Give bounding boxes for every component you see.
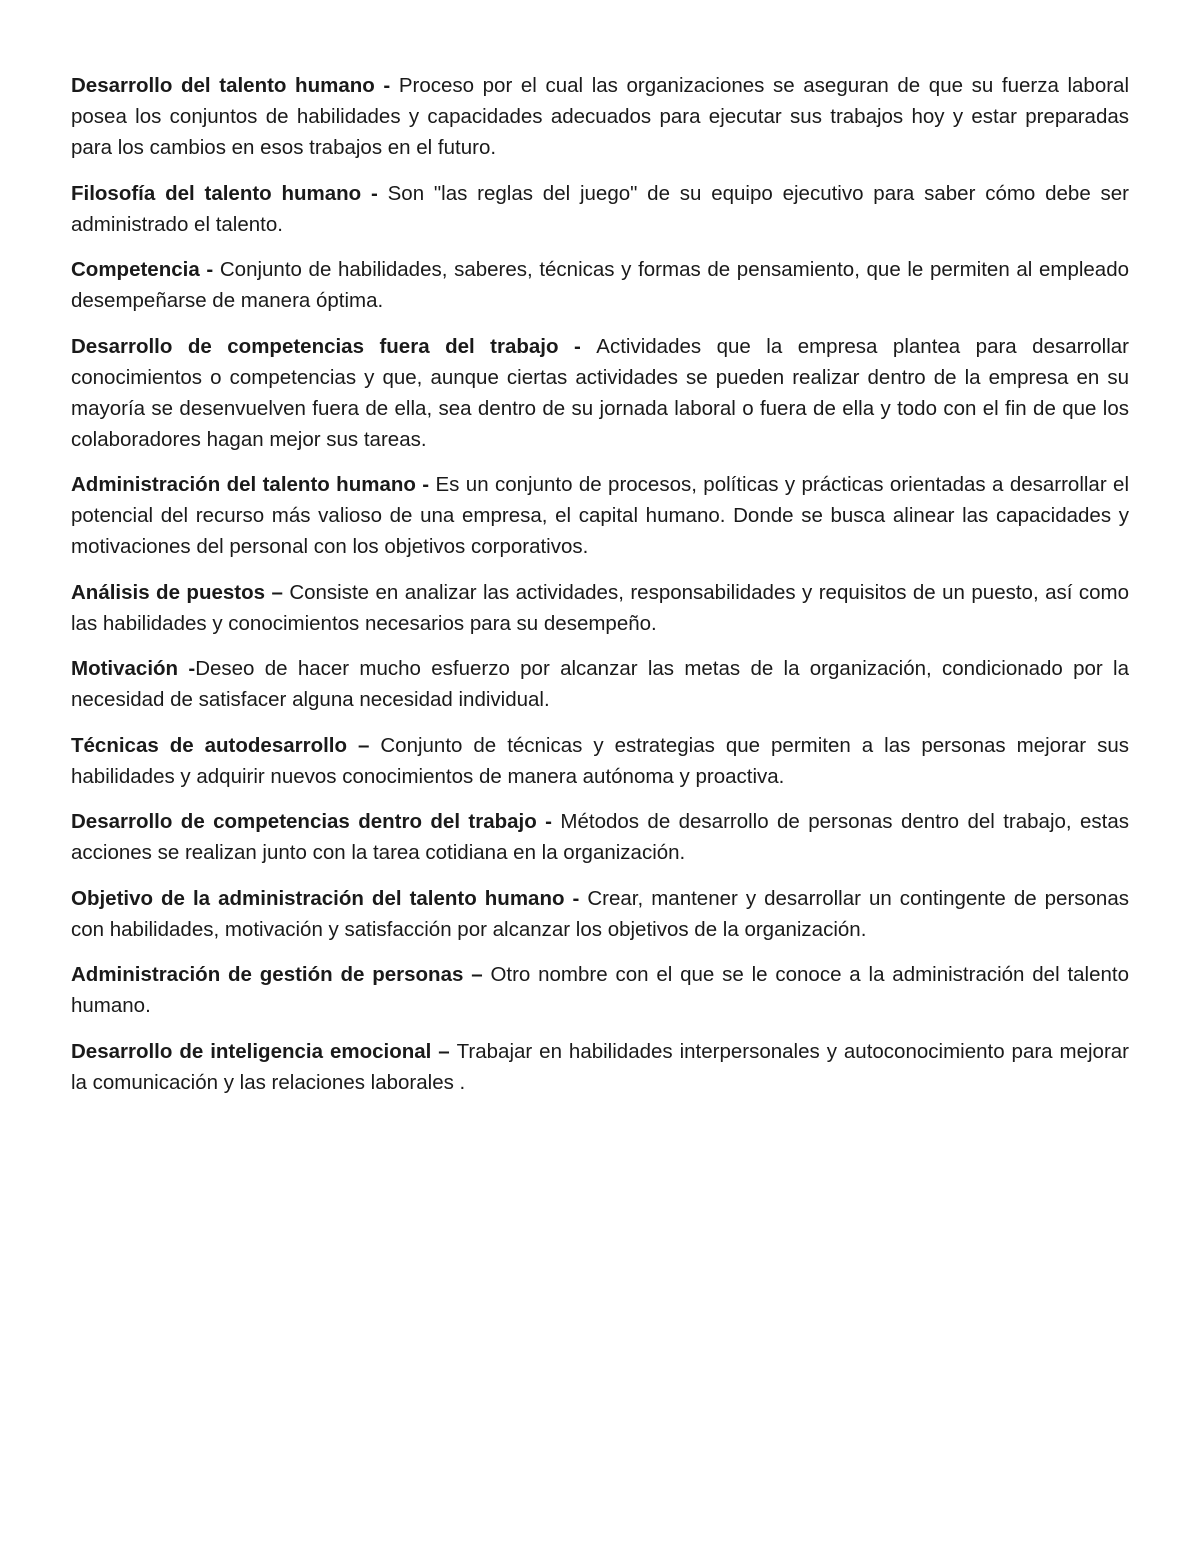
glossary-entry — [71, 883, 1129, 945]
glossary-entry — [71, 806, 1129, 868]
entry-separator: - — [374, 74, 399, 97]
entry-separator: – — [431, 1039, 457, 1063]
entry-separator: - — [415, 473, 436, 496]
glossary-entry — [71, 730, 1129, 792]
entry-term: Competencia — [71, 258, 200, 281]
entry-separator: - — [564, 886, 588, 910]
glossary-entry — [71, 1036, 1129, 1098]
entry-definition: Crear, mantener y desarrollar un contingente de personas con habilidades, motivación y satisfacción por alcanzar los objetivos de la organización. — [71, 886, 1129, 941]
glossary — [71, 70, 1129, 1112]
glossary-entry — [71, 577, 1129, 639]
entry-separator: - — [558, 334, 597, 358]
entry-term: Desarrollo de competencias fuera del trabajo — [71, 334, 559, 358]
entry-term: Técnicas de autodesarrollo — [71, 733, 348, 757]
glossary-entry — [71, 254, 1129, 316]
entry-separator: – — [463, 963, 491, 986]
entry-term: Análisis de puestos — [71, 580, 266, 604]
glossary-entry — [71, 178, 1129, 240]
entry-separator: - — [178, 657, 196, 680]
entry-definition: Proceso por el cual las organizaciones se aseguran de que su fuerza laboral posea los conjuntos de habilidades y capacidades adecuados para ejecutar sus trabajos hoy y estar preparadas para los cambios en esos trabajos en el futuro. — [71, 74, 1129, 159]
glossary-entry — [71, 653, 1129, 715]
glossary-entry — [71, 331, 1129, 455]
entry-definition: Actividades que la empresa plantea para desarrollar conocimientos o competencias y que, aunque ciertas actividades se pueden realizar dentro de la empresa en su mayoría se desenvuelven fuera de ella, sea dentro de su jornada laboral o fuera de ella y todo con el fin de que los colaboradores hagan mejor sus tareas. — [71, 334, 1130, 451]
entry-definition: Es un conjunto de procesos, políticas y prácticas orientadas a desarrollar el potencial del recurso más valioso de una empresa, el capital humano. Donde se busca alinear las capacidades y motivaciones del personal con los objetivos corporativos. — [71, 473, 1129, 558]
entry-definition: Conjunto de habilidades, saberes, técnicas y formas de pensamiento, que le permiten al empleado desempeñarse de manera óptima. — [71, 258, 1130, 312]
entry-term: Administración de gestión de personas — [71, 963, 464, 986]
entry-term: Filosofía del talento humano — [71, 181, 362, 205]
entry-definition: Conjunto de técnicas y estrategias que permiten a las personas mejorar sus habilidades y adquirir nuevos conocimientos de manera autónoma y proactiva. — [71, 733, 1129, 788]
entry-definition: Son "las reglas del juego" de su equipo ejecutivo para saber cómo debe ser administrado el talento. — [71, 181, 1129, 236]
entry-term: Desarrollo de competencias dentro del trabajo — [71, 810, 537, 833]
entry-term: Objetivo de la administración del talento humano — [71, 886, 565, 910]
entry-term: Desarrollo del talento humano — [71, 74, 375, 97]
glossary-entry — [71, 959, 1129, 1021]
entry-definition: Otro nombre con el que se le conoce a la administración del talento humano. — [71, 963, 1130, 1017]
entry-definition: Consiste en analizar las actividades, responsabilidades y requisitos de un puesto, así como las habilidades y conocimientos necesarios para su desempeño. — [71, 580, 1130, 635]
entry-term: Administración del talento humano — [71, 473, 416, 496]
entry-separator: - — [536, 810, 561, 833]
entry-definition: Trabajar en habilidades interpersonales y autoconocimiento para mejorar la comunicación y las relaciones laborales . — [71, 1039, 1130, 1094]
entry-separator: – — [347, 733, 381, 757]
glossary-entry — [71, 70, 1129, 163]
entry-term: Desarrollo de inteligencia emocional — [71, 1039, 432, 1063]
glossary-entry — [71, 469, 1129, 562]
entry-definition: Deseo de hacer mucho esfuerzo por alcanzar las metas de la organización, condicionado por la necesidad de satisfacer alguna necesidad individual. — [71, 657, 1129, 711]
entry-separator: – — [265, 580, 290, 604]
entry-definition: Métodos de desarrollo de personas dentro del trabajo, estas acciones se realizan junto con la tarea cotidiana en la organización. — [71, 810, 1129, 864]
entry-separator: - — [199, 258, 220, 281]
entry-term: Motivación — [71, 657, 179, 680]
entry-separator: - — [361, 181, 388, 205]
